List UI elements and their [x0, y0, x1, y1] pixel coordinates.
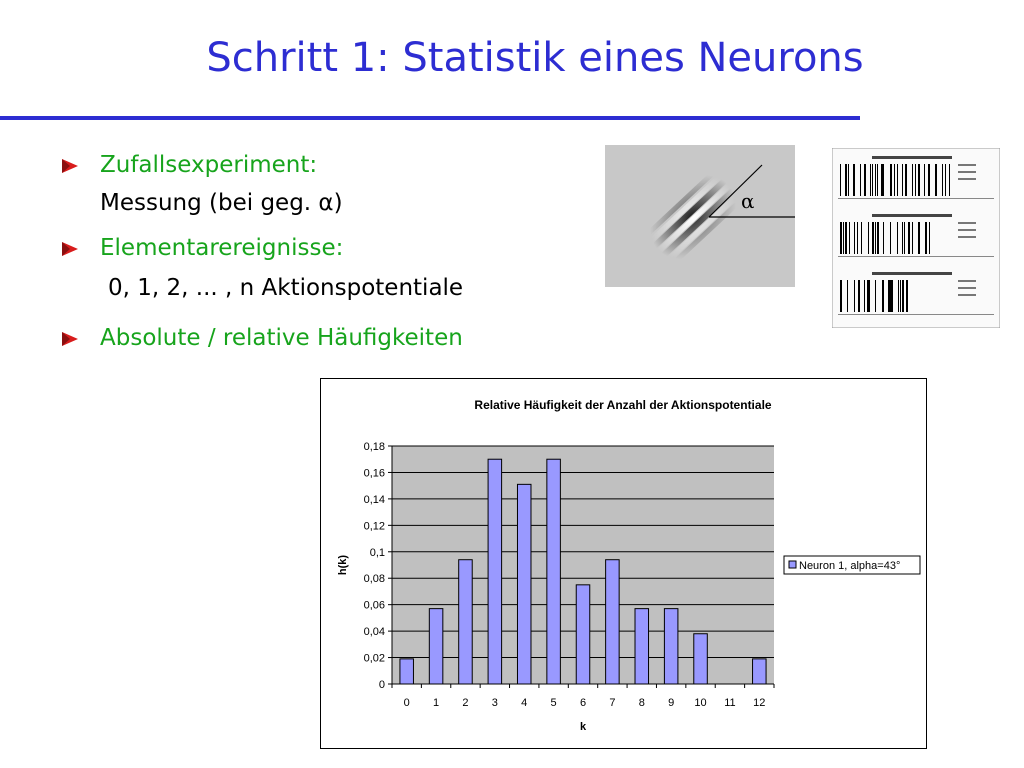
chart-title: Relative Häufigkeit der Anzahl der Aktionspotentiale: [474, 398, 772, 412]
spike-raster-image: [832, 148, 1000, 328]
bullet-2-detail: 0, 1, 2, ... , n Aktionspotentiale: [108, 275, 464, 301]
bullet-2-heading: Elementarereignisse:: [100, 235, 344, 261]
y-tick-label: 0,06: [363, 599, 385, 612]
x-tick-label: 7: [609, 697, 616, 709]
bar-12: [753, 659, 767, 684]
x-tick-label: 4: [521, 697, 528, 709]
histogram-svg: [321, 379, 926, 748]
chart-legend: [784, 556, 920, 574]
y-tick-label: 0,04: [363, 626, 385, 639]
legend-swatch: [789, 561, 796, 568]
title-underline: [0, 116, 860, 120]
y-tick-label: 0: [378, 679, 385, 691]
x-tick-label: 11: [724, 697, 736, 709]
x-tick-label: 8: [638, 697, 645, 709]
x-tick-label: 3: [491, 697, 498, 709]
y-tick-label: 0,14: [363, 493, 385, 506]
bar-5: [547, 459, 561, 684]
bar-10: [694, 634, 708, 684]
bullet-arrow-icon: [60, 156, 80, 176]
bar-4: [517, 484, 531, 684]
x-axis-label: k: [579, 721, 587, 733]
bullet-1-heading: Zufallsexperiment:: [100, 152, 318, 178]
bar-7: [606, 560, 620, 684]
oriented-grating-stimulus: [605, 145, 795, 287]
bullet-1-detail: Messung (bei geg. α): [100, 190, 343, 216]
bar-0: [400, 659, 414, 684]
bullet-arrow-icon: [60, 239, 80, 259]
slide-title: Schritt 1: Statistik eines Neurons: [206, 35, 864, 81]
bar-9: [664, 609, 678, 684]
legend-label: Neuron 1, alpha=43°: [799, 560, 901, 572]
y-axis-label: h(k): [337, 554, 349, 576]
x-tick-label: 12: [753, 697, 766, 709]
x-tick-label: 1: [433, 697, 440, 709]
y-tick-label: 0,12: [363, 520, 385, 533]
x-tick-label: 2: [462, 697, 469, 709]
x-tick-label: 5: [550, 697, 557, 709]
bullet-arrow-icon: [60, 329, 80, 349]
y-tick-label: 0,02: [363, 652, 385, 665]
alpha-angle-label: α: [741, 189, 755, 213]
bar-2: [459, 560, 473, 684]
bullet-3-heading: Absolute / relative Häufigkeiten: [100, 325, 463, 351]
bar-6: [576, 585, 590, 684]
y-tick-label: 0,08: [363, 573, 385, 586]
bar-3: [488, 459, 502, 684]
x-tick-label: 9: [668, 697, 675, 709]
histogram-chart: [320, 378, 927, 749]
y-tick-label: 0,18: [363, 441, 385, 453]
y-tick-label: 0,1: [369, 546, 385, 559]
x-tick-label: 6: [579, 697, 587, 709]
x-tick-label: 0: [403, 697, 410, 709]
bar-8: [635, 609, 649, 684]
y-tick-label: 0,16: [363, 467, 385, 480]
x-tick-label: 10: [694, 697, 707, 709]
bar-1: [429, 609, 443, 684]
